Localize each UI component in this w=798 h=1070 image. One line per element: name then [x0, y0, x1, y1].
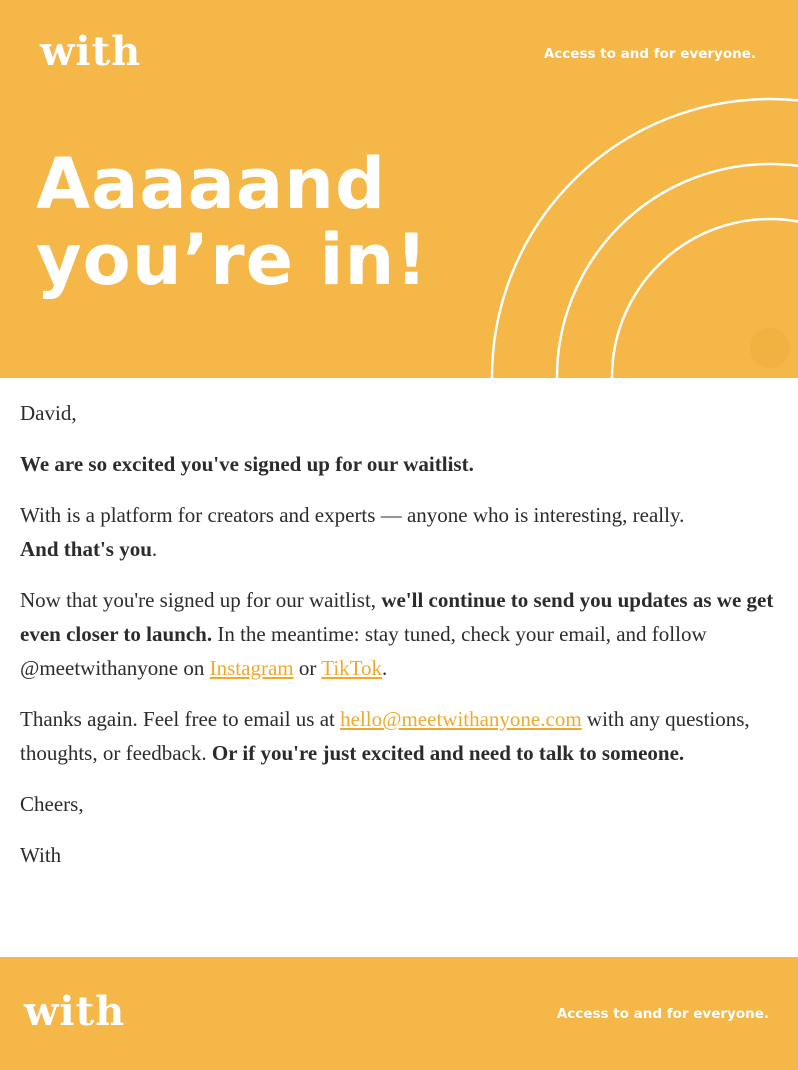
contact-bold-text: Or if you're just excited and need to talk to someone.	[211, 741, 685, 765]
updates-bold-text: we'll continue to send you updates as we get even closer to launch.	[20, 588, 774, 646]
updates-end: .	[382, 656, 388, 680]
brand-logo[interactable]: with	[40, 28, 142, 75]
greeting: David,	[20, 401, 77, 425]
email-body	[0, 378, 798, 872]
footer-logo[interactable]: with	[24, 988, 126, 1035]
contact-text-2: with any questions, thoughts, or feedback.	[20, 707, 750, 765]
signoff: Cheers,	[20, 792, 84, 816]
platform-text: With is a platform for creators and experts — anyone who is interesting, really.	[20, 503, 685, 527]
updates-or: or	[293, 656, 322, 680]
tiktok-link[interactable]: TikTok	[321, 656, 383, 680]
signature: With	[20, 843, 62, 867]
concentric-rings-graphic	[0, 0, 798, 378]
header-tagline: Access to and for everyone.	[543, 46, 756, 62]
contact-email-link[interactable]: hello@meetwithanyone.com	[340, 707, 582, 731]
hero-title-line-2: you’re in!	[36, 219, 429, 301]
intro-paragraph	[20, 447, 776, 481]
updates-paragraph	[20, 583, 776, 685]
intro-bold-text: We are so excited you've signed up for our waitlist.	[20, 452, 474, 476]
hero-title-line-1: Aaaaand	[36, 143, 387, 225]
email-header	[0, 0, 798, 378]
instagram-link[interactable]: Instagram	[209, 656, 294, 680]
contact-paragraph	[20, 702, 776, 770]
footer-tagline: Access to and for everyone.	[556, 1006, 769, 1022]
platform-bold-text: And that's you	[20, 537, 152, 561]
updates-text-1: Now that you're signed up for our waitlist,	[20, 588, 382, 612]
email-footer	[0, 957, 798, 1070]
platform-end: .	[151, 537, 158, 561]
platform-paragraph	[20, 498, 776, 566]
contact-text-1: Thanks again. Feel free to email us at	[20, 707, 341, 731]
updates-text-2: In the meantime: stay tuned, check your email, and follow @meetwithanyone on	[20, 622, 707, 680]
